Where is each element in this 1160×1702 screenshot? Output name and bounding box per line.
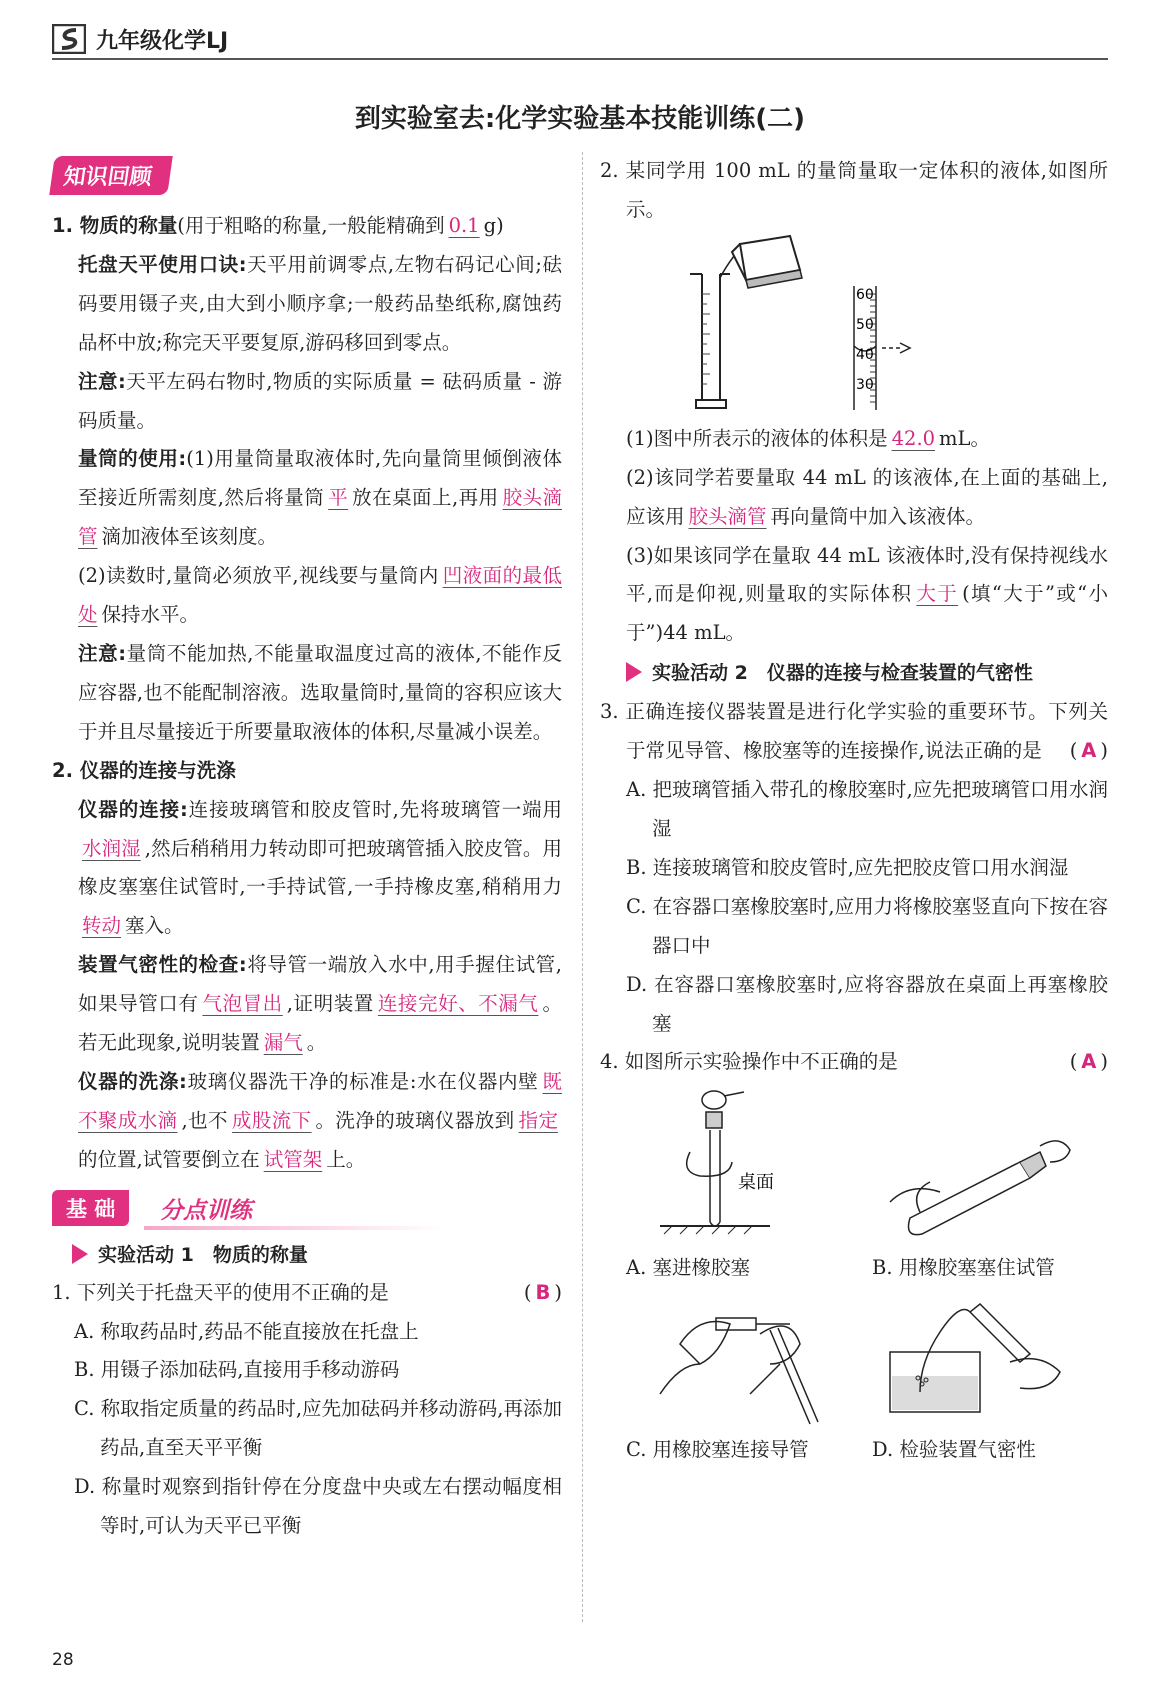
- left-column: [52, 156, 562, 1546]
- activity-1-heading: 实验活动 1 物质的称量: [52, 1236, 562, 1274]
- q3-option-c: C. 在容器口塞橡胶塞时,应用力将橡胶塞竖直向下按在容器口中: [626, 894, 1108, 957]
- training-underline: [144, 1226, 444, 1230]
- publisher-logo-icon: [52, 24, 86, 54]
- training-title: 分点训练: [160, 1197, 252, 1224]
- cylinder-note: 注意:量筒不能加热,不能量取温度过高的液体,不能作反应容器,也不能配制溶液。选取量筒时,量筒的容积应该大于并且尽量接近于所要量取液体的体积,尽量减小误差。: [78, 641, 562, 743]
- review-item-2: 2. 仪器的连接与洗涤: [52, 758, 236, 782]
- answer-blank: 0.1: [448, 214, 480, 237]
- question-3: 3. 正确连接仪器装置是进行化学实验的重要环节。下列关于常见导管、橡胶塞等的连接操作,说法正确的是 ( A ): [600, 693, 1108, 771]
- cylinder-usage: 量筒的使用:(1)用量筒量取液体时,先向量筒里倾倒液体至接近所需刻度,然后将量筒 平 放在桌面上,再用 胶头滴管 滴加液体至该刻度。: [78, 447, 562, 549]
- figure-d-check-airtightness: [870, 1292, 1090, 1442]
- scale-label: 50: [856, 316, 874, 333]
- scale-label: 60: [856, 286, 874, 303]
- figure-d-caption: D. 检验装置气密性: [872, 1438, 1036, 1462]
- q1-option-c: C. 称取指定质量的药品时,应先加砝码并移动游码,再添加药品,直至天平平衡: [74, 1397, 562, 1460]
- cylinder-reading: (2)读数时,量筒必须放平,视线要与量筒内 凹液面的最低处 保持水平。: [78, 564, 562, 627]
- answer-blank: 气泡冒出: [202, 992, 283, 1016]
- figure-a-stopper-on-desk: [620, 1082, 850, 1242]
- desk-label: 桌面: [738, 1172, 774, 1194]
- answer-blank: 胶头滴管: [688, 504, 767, 528]
- airtightness-text: 装置气密性的检查:将导管一端放入水中,用手握住试管,如果导管口有 气泡冒出 ,证明装置 连接完好、不漏气 。若无此现象,说明装置 漏气 。: [78, 953, 562, 1055]
- question-2: 2. 某同学用 100 mL 的量筒量取一定体积的液体,如图所示。: [600, 159, 1108, 221]
- question-4: 4. 如图所示实验操作中不正确的是 ( A ): [600, 1043, 1108, 1082]
- training-header: [52, 1186, 562, 1230]
- scale-label: 30: [856, 376, 874, 393]
- answer-blank: 转动: [82, 914, 122, 938]
- review-badge: 知识回顾: [49, 156, 172, 195]
- answer-blank: 平: [328, 486, 349, 510]
- play-triangle-icon: [626, 662, 642, 682]
- q4-figures: [600, 1082, 1108, 1472]
- answer-choice: ( A ): [1069, 739, 1108, 763]
- right-column: [600, 152, 1108, 1472]
- answer-blank: 胶头滴管: [78, 486, 562, 549]
- answer-blank: 成股流下: [231, 1108, 312, 1132]
- q3-option-b: B. 连接玻璃管和胶皮管时,应先把胶皮管口用水润湿: [626, 855, 1069, 879]
- washing-text: 仪器的洗涤:玻璃仪器洗干净的标准是:水在仪器内壁 既不聚成水滴 ,也不 成股流下 。洗净的玻璃仪器放到 指定的位置,试管要倒立在 试管架 上。: [78, 1069, 562, 1171]
- answer-blank: 42.0: [891, 426, 936, 450]
- play-triangle-icon: [72, 1244, 88, 1264]
- measuring-cylinder-figure: [600, 230, 1108, 420]
- answer-blank: 试管架: [263, 1147, 323, 1171]
- figure-c-connect-tube: [620, 1294, 840, 1444]
- figure-b-caption: B. 用橡胶塞塞住试管: [872, 1256, 1055, 1280]
- answer-blank: 漏气: [263, 1031, 303, 1055]
- basic-badge: 基 础: [52, 1190, 129, 1226]
- book-title: 九年级化学LJ: [96, 29, 229, 54]
- page-header: [52, 24, 1108, 60]
- page-title: 到实验室去:化学实验基本技能训练(二): [354, 104, 806, 134]
- answer-blank: 水润湿: [82, 836, 141, 860]
- q1-option-a: A. 称取药品时,药品不能直接放在托盘上: [74, 1319, 419, 1343]
- answer-choice: ( A ): [1069, 1050, 1108, 1074]
- answer-blank: 指定: [518, 1108, 558, 1132]
- q1-option-d: D. 称量时观察到指针停在分度盘中央或左右摆动幅度相等时,可认为天平已平衡: [74, 1475, 562, 1538]
- review-item-1: 1. 物质的称量(用于粗略的称量,一般能精确到 0.1 g): [52, 214, 504, 237]
- q2-part-3: (3)如果该同学在量取 44 mL 该液体时,没有保持视线水平,而是仰视,则量取的实际体积 大于 (填“大于”或“小于”)44 mL。: [626, 543, 1108, 645]
- column-divider: [582, 152, 583, 1622]
- balance-rhyme: 托盘天平使用口诀:天平用前调零点,左物右码记心间;砝码要用镊子夹,由大到小顺序拿;一般药品垫纸称,腐蚀药品杯中放;称完天平要复原,游码移回到零点。: [78, 252, 562, 354]
- scale-detail: [854, 286, 910, 410]
- connection-text: 仪器的连接:连接玻璃管和胶皮管时,先将玻璃管一端用水润湿 ,然后稍稍用力转动即可把玻璃管插入胶皮管。用橡皮塞塞住试管时,一手持试管,一手持橡皮塞,稍稍用力转动 塞入。: [78, 797, 562, 938]
- question-1: 1. 下列关于托盘天平的使用不正确的是 ( B ): [52, 1274, 562, 1313]
- q1-option-b: B. 用镊子添加砝码,直接用手移动游码: [74, 1358, 400, 1382]
- balance-note: 注意:天平左码右物时,物质的实际质量 = 砝码质量 - 游码质量。: [78, 369, 562, 432]
- page-number: 28: [52, 1650, 74, 1670]
- answer-blank: 凹液面的最低处: [78, 564, 562, 627]
- graduated-cylinder-icon: [690, 274, 730, 408]
- q3-option-d: D. 在容器口塞橡胶塞时,应将容器放在桌面上再塞橡胶塞: [626, 972, 1108, 1035]
- answer-blank: 既不聚成水滴: [78, 1069, 562, 1132]
- figure-c-caption: C. 用橡胶塞连接导管: [626, 1438, 809, 1462]
- q2-part-1: (1)图中所表示的液体的体积是 42.0 mL。: [626, 426, 990, 450]
- figure-a-caption: A. 塞进橡胶塞: [626, 1256, 750, 1280]
- figure-b-stopper-in-hand: [870, 1122, 1090, 1272]
- answer-choice: ( B ): [523, 1280, 562, 1304]
- reagent-bottle-icon: [732, 236, 802, 288]
- activity-2-heading: 实验活动 2 仪器的连接与检查装置的气密性: [600, 653, 1108, 693]
- scale-label: 40: [856, 346, 874, 363]
- q2-part-2: (2)该同学若要量取 44 mL 的该液体,在上面的基础上,应该用 胶头滴管 再向量筒中加入该液体。: [626, 465, 1108, 528]
- answer-blank: 连接完好、不漏气: [377, 992, 539, 1016]
- answer-blank: 大于: [916, 582, 959, 606]
- q3-option-a: A. 把玻璃管插入带孔的橡胶塞时,应先把玻璃管口用水润湿: [626, 778, 1108, 840]
